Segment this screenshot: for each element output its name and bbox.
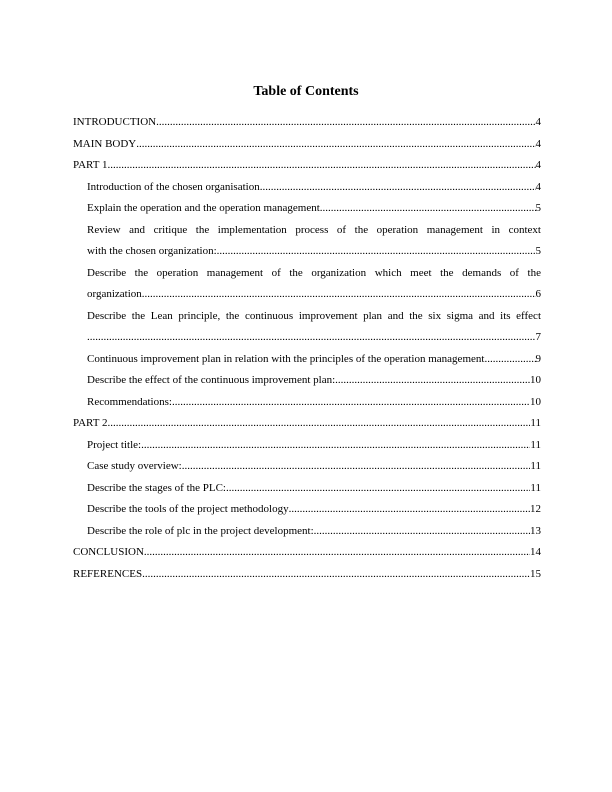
dot-leader — [182, 456, 531, 478]
toc-entry-label: CONCLUSION — [73, 546, 144, 558]
toc-entry-label-line1: Describe the Lean principle, the continuous improvement plan and the six sigma and its effect — [87, 309, 541, 322]
toc-entry-label: MAIN BODY — [73, 137, 137, 150]
dot-leader — [335, 370, 530, 392]
toc-page-number: 4 — [535, 116, 541, 128]
toc-entry-conclusion[interactable] — [73, 542, 541, 564]
toc-entry-label: PART 2 — [73, 417, 108, 429]
toc-page-number: 4 — [535, 180, 541, 193]
dot-leader — [144, 542, 530, 564]
toc-entry-label: Describe the role of plc in the project development: — [87, 524, 314, 537]
toc-page-number: 9 — [535, 352, 541, 365]
toc-page-number: 5 — [535, 202, 541, 214]
toc-entry-label: PART 1 — [73, 159, 108, 171]
toc-entry-label: Recommendations: — [87, 395, 172, 408]
toc-title: Table of Contents — [253, 84, 359, 99]
dot-leader — [156, 112, 535, 134]
toc-page-number: 6 — [535, 288, 541, 300]
table-of-contents — [73, 112, 541, 585]
dot-leader — [320, 198, 536, 220]
toc-entry-label-line1: Review and critique the implementation process of the operation management in context — [87, 223, 541, 236]
dot-leader — [136, 134, 535, 156]
toc-page-number: 11 — [530, 417, 541, 429]
toc-entry-label: Describe the tools of the project methodology — [87, 503, 289, 515]
toc-entry-part-2[interactable] — [73, 413, 541, 435]
toc-entry-continuous-improvement-plan[interactable] — [73, 349, 541, 371]
toc-page-number: 11 — [530, 438, 541, 451]
toc-entry-project-title[interactable] — [73, 435, 541, 457]
toc-page-number: 5 — [535, 245, 541, 257]
dot-leader — [226, 478, 530, 500]
toc-entry-lean-principle[interactable] — [73, 306, 541, 349]
toc-entry-label: INTRODUCTION — [73, 116, 157, 128]
toc-entry-case-study-overview[interactable] — [73, 456, 541, 478]
toc-page-number: 4 — [535, 159, 541, 171]
toc-page-number: 12 — [530, 503, 541, 515]
toc-entry-label: Explain the operation and the operation management — [87, 202, 320, 214]
toc-entry-tools-methodology[interactable] — [73, 499, 541, 521]
dot-leader — [87, 327, 536, 349]
dot-leader — [142, 564, 530, 586]
toc-page-number: 4 — [535, 137, 541, 150]
toc-entry-introduction[interactable] — [73, 112, 541, 134]
dot-leader — [142, 284, 536, 306]
toc-entry-label: Introduction of the chosen organisation — [87, 180, 260, 193]
toc-entry-stages-plc[interactable] — [73, 478, 541, 500]
toc-page-number: 11 — [530, 460, 541, 472]
dot-leader — [217, 241, 536, 263]
toc-page-number: 15 — [530, 567, 541, 580]
toc-entry-recommendations[interactable] — [73, 392, 541, 414]
toc-entry-label-line2: with the chosen organization: — [87, 245, 217, 257]
toc-entry-explain-operation[interactable] — [73, 198, 541, 220]
toc-entry-role-plc[interactable] — [73, 521, 541, 543]
dot-leader — [289, 499, 530, 521]
toc-entry-review-critique[interactable] — [73, 220, 541, 263]
toc-entry-describe-operation-management[interactable] — [73, 263, 541, 306]
toc-entry-references[interactable] — [73, 564, 541, 586]
toc-entry-label: REFERENCES — [73, 567, 143, 580]
dot-leader — [172, 392, 530, 414]
dot-leader — [314, 521, 530, 543]
dot-leader — [108, 413, 531, 435]
toc-page-number: 13 — [530, 524, 541, 537]
toc-entry-label: Continuous improvement plan in relation with the principles of the operation management — [87, 352, 485, 365]
toc-page-number: 11 — [530, 481, 541, 494]
toc-entry-main-body[interactable] — [73, 134, 541, 156]
toc-entry-effect-continuous-improvement[interactable] — [73, 370, 541, 392]
dot-leader — [108, 155, 536, 177]
toc-page-number: 10 — [530, 395, 541, 408]
toc-entry-part-1[interactable] — [73, 155, 541, 177]
toc-page-number: 10 — [530, 374, 541, 386]
toc-entry-label-line2: organization — [87, 288, 142, 300]
toc-entry-label: Case study overview: — [87, 460, 182, 472]
toc-page-number: 7 — [535, 331, 541, 343]
dot-leader — [141, 435, 530, 457]
dot-leader — [484, 349, 535, 371]
toc-entry-introduction-organisation[interactable] — [73, 177, 541, 199]
toc-entry-label: Describe the stages of the PLC: — [87, 481, 226, 494]
toc-entry-label: Project title: — [87, 438, 142, 451]
toc-page-number: 14 — [530, 546, 541, 558]
dot-leader — [260, 177, 536, 199]
toc-entry-label: Describe the effect of the continuous improvement plan: — [87, 374, 336, 386]
toc-entry-label-line1: Describe the operation management of the organization which meet the demands of the — [87, 266, 541, 279]
